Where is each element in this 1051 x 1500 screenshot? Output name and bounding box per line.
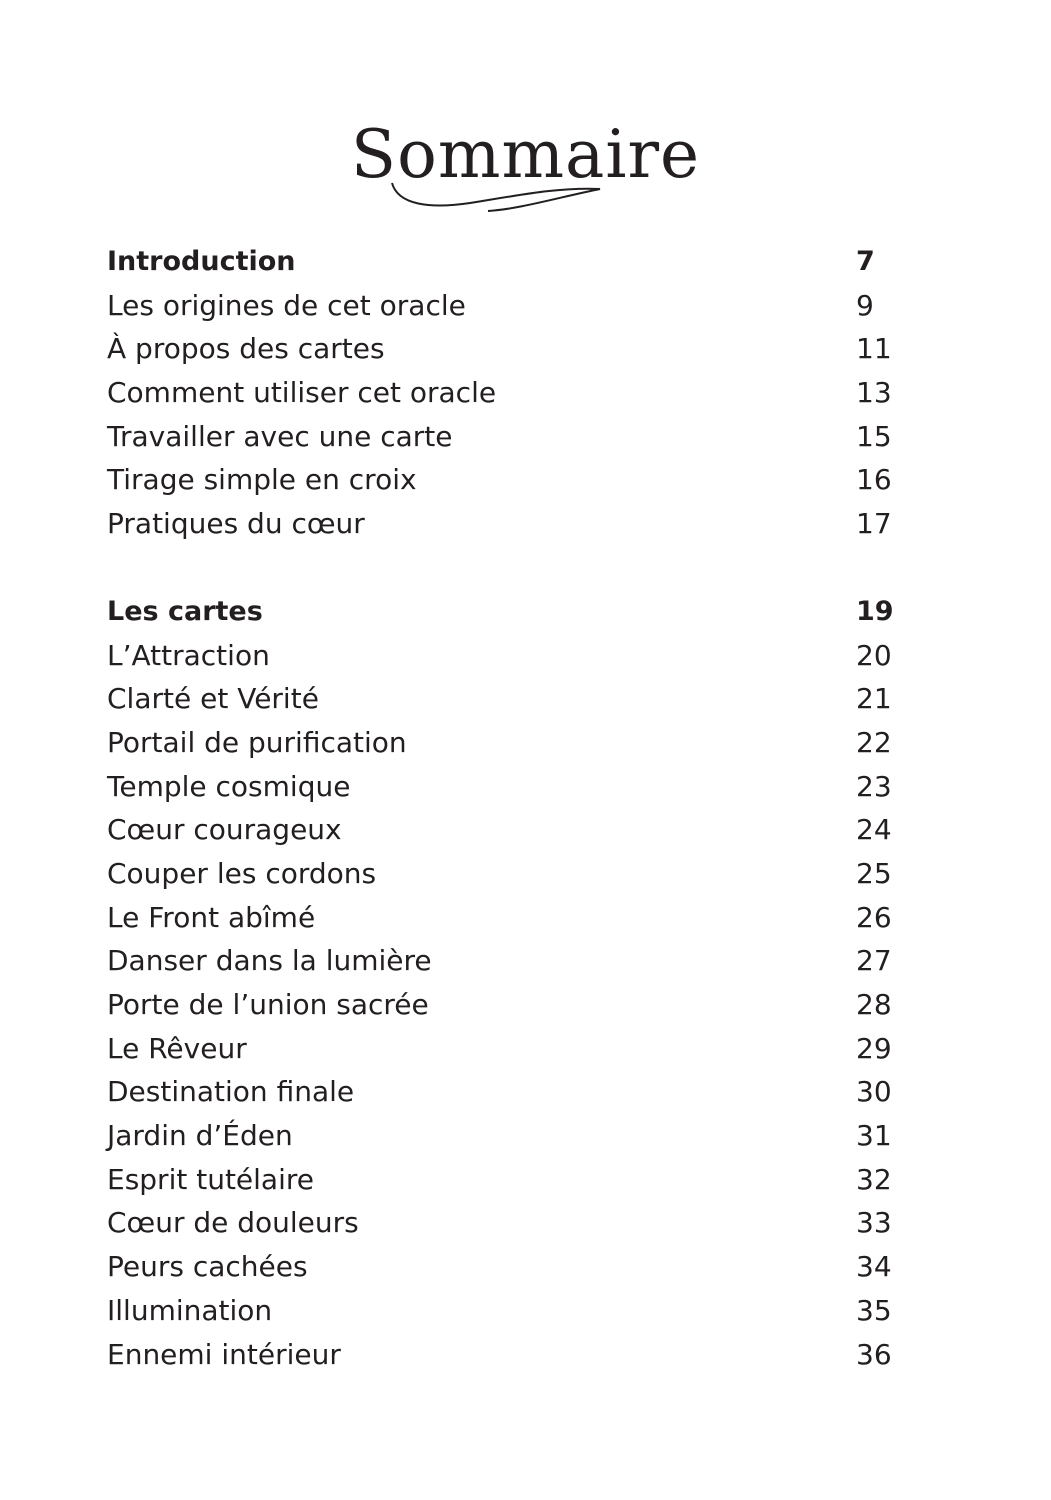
toc-entry-page: 26 xyxy=(856,900,892,934)
toc-entry-page: 24 xyxy=(856,813,892,847)
toc-entry-page: 25 xyxy=(856,856,892,890)
toc-entry-label: Clarté et Vérité xyxy=(107,682,319,716)
toc-entry-page: 22 xyxy=(856,725,892,759)
toc-entry[interactable] xyxy=(107,765,907,809)
toc-heading[interactable] xyxy=(107,240,907,284)
toc-entry-label: Jardin d’Éden xyxy=(107,1119,293,1153)
toc-entry[interactable] xyxy=(107,677,907,721)
toc-entry-label: Pratiques du cœur xyxy=(107,507,365,541)
toc-section-introduction xyxy=(107,240,907,546)
toc-entry-label: Temple cosmique xyxy=(107,769,351,803)
toc-entry-page: 36 xyxy=(856,1337,892,1371)
toc-entry-page: 29 xyxy=(856,1031,892,1065)
toc-entry-label: Les origines de cet oracle xyxy=(107,288,466,322)
toc-entry-label: Cœur courageux xyxy=(107,813,342,847)
toc-heading-page: 19 xyxy=(856,595,894,627)
toc-entry[interactable] xyxy=(107,721,907,765)
toc-entry[interactable] xyxy=(107,327,907,371)
toc-entry-page: 33 xyxy=(856,1206,892,1240)
toc-entry-page: 16 xyxy=(856,463,892,497)
toc-heading[interactable] xyxy=(107,590,907,634)
toc-entry-label: Destination finale xyxy=(107,1075,355,1109)
toc-entry-label: Porte de l’union sacrée xyxy=(107,988,429,1021)
toc-entry-page: 23 xyxy=(856,769,892,803)
toc-entry-page: 9 xyxy=(856,288,874,322)
toc-entry-page: 15 xyxy=(856,419,892,453)
toc-entry[interactable] xyxy=(107,284,907,328)
toc-entry-label: Esprit tutélaire xyxy=(107,1162,314,1196)
toc-entry-page: 17 xyxy=(856,507,892,541)
toc-entry-label: Portail de purification xyxy=(107,725,407,759)
toc-entry-page: 34 xyxy=(856,1250,892,1284)
toc-entry[interactable] xyxy=(107,1289,907,1333)
toc-entry-page: 31 xyxy=(856,1119,892,1153)
toc-heading-label: Introduction xyxy=(107,246,296,277)
toc-entry-label: Illumination xyxy=(107,1293,273,1327)
toc-entry[interactable] xyxy=(107,502,907,546)
toc-entry-page: 35 xyxy=(856,1293,892,1327)
toc-entry[interactable] xyxy=(107,371,907,415)
toc-entry-label: Comment utiliser cet oracle xyxy=(107,376,497,410)
toc-entry[interactable] xyxy=(107,939,907,983)
toc-entry[interactable] xyxy=(107,1027,907,1071)
toc-entry-page: 13 xyxy=(856,376,892,410)
toc-entry-page: 20 xyxy=(856,638,892,672)
toc-heading-page: 7 xyxy=(856,246,875,277)
toc-entry[interactable] xyxy=(107,634,907,678)
table-of-contents xyxy=(107,240,907,1376)
toc-entry[interactable] xyxy=(107,852,907,896)
toc-entry-label: Peurs cachées xyxy=(107,1250,308,1284)
toc-entry-label: Couper les cordons xyxy=(107,856,377,890)
toc-entry-page: 27 xyxy=(856,944,892,978)
toc-entry-label: Le Front abîmé xyxy=(107,900,316,934)
toc-entry[interactable] xyxy=(107,1333,907,1377)
toc-section-les-cartes xyxy=(107,590,907,1376)
toc-entry[interactable] xyxy=(107,808,907,852)
toc-entry[interactable] xyxy=(107,1245,907,1289)
toc-entry-label: Cœur de douleurs xyxy=(107,1206,359,1240)
toc-entry[interactable] xyxy=(107,1158,907,1202)
toc-entry-label: À propos des cartes xyxy=(107,332,385,366)
toc-entry[interactable] xyxy=(107,1201,907,1245)
toc-entry[interactable] xyxy=(107,1114,907,1158)
toc-entry-page: 32 xyxy=(856,1162,892,1196)
toc-entry-label: L’Attraction xyxy=(107,638,270,672)
toc-entry[interactable] xyxy=(107,458,907,502)
page-title-block xyxy=(0,105,1051,225)
toc-entry-label: Ennemi intérieur xyxy=(107,1337,341,1371)
toc-entry-label: Tirage simple en croix xyxy=(107,463,417,497)
toc-entry-page: 21 xyxy=(856,682,892,716)
toc-entry[interactable] xyxy=(107,415,907,459)
toc-entry-label: Travailler avec une carte xyxy=(107,419,453,453)
toc-heading-label: Les cartes xyxy=(107,595,263,627)
toc-entry-page: 11 xyxy=(856,332,892,366)
toc-entry[interactable] xyxy=(107,896,907,940)
toc-entry[interactable] xyxy=(107,1070,907,1114)
toc-entry[interactable] xyxy=(107,983,907,1027)
page-title: Sommaire xyxy=(350,116,701,193)
toc-entry-label: Danser dans la lumière xyxy=(107,944,432,978)
toc-entry-page: 28 xyxy=(856,988,892,1021)
toc-entry-label: Le Rêveur xyxy=(107,1031,247,1065)
toc-entry-page: 30 xyxy=(856,1075,892,1109)
